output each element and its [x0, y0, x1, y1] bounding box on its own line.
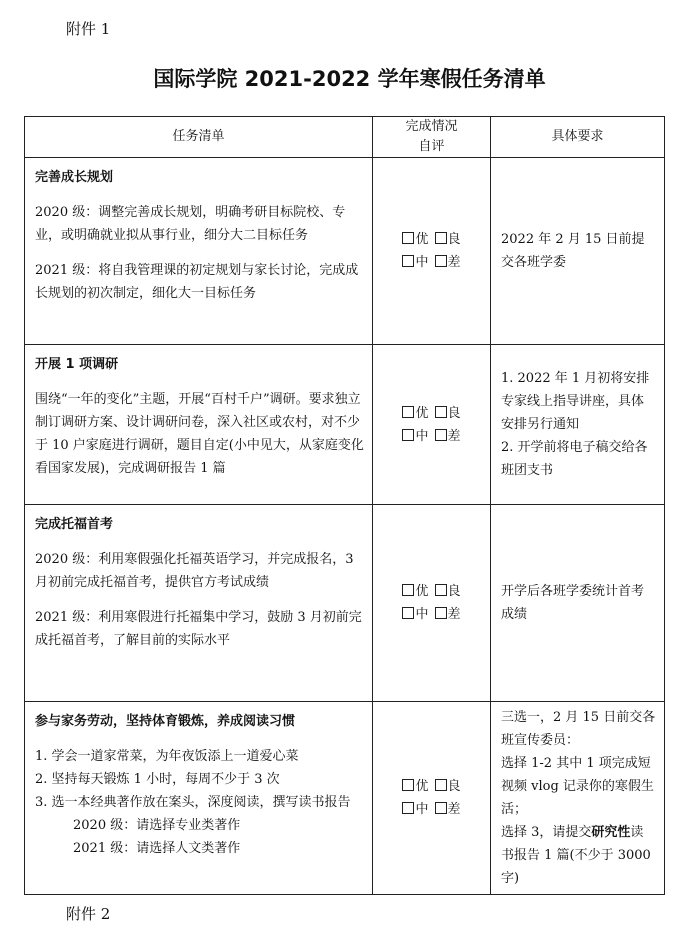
self-eval-cell	[373, 702, 491, 895]
header-eval-line1: 完成情况	[405, 119, 458, 134]
eval-option-medium[interactable]: 中	[402, 429, 428, 444]
checkbox-icon	[402, 232, 414, 244]
requirement-text-part: 选择 3，请提交	[501, 825, 592, 840]
eval-option-poor[interactable]: 差	[435, 429, 461, 444]
checkbox-icon	[435, 802, 447, 814]
eval-option-poor[interactable]: 差	[435, 255, 461, 270]
task-cell	[25, 505, 373, 702]
task-sub-item: 2020 级：请选择专业类著作	[73, 818, 241, 833]
header-task: 任务清单	[25, 117, 373, 158]
task-cell	[25, 345, 373, 505]
requirement-text: 2022 年 2 月 15 日前提交各班学委	[501, 232, 645, 270]
requirement-text-part: 读书报告 1 篇(不少于 3000 字)	[501, 825, 651, 886]
document-title: 国际学院 2021-2022 学年寒假任务清单	[153, 67, 546, 91]
task-paragraph: 2021 级：将自我管理课的初定规划与家长讨论，完成成长规划的初次制定，细化大一目标任务	[35, 263, 359, 301]
header-eval-line2: 自评	[418, 139, 445, 154]
table-header-row	[25, 117, 665, 158]
eval-option-good[interactable]: 良	[435, 232, 461, 247]
table-row	[25, 702, 665, 895]
table-row	[25, 345, 665, 505]
requirement-bold-text: 研究性	[591, 825, 631, 840]
checkbox-icon	[435, 779, 447, 791]
eval-option-poor[interactable]: 差	[435, 607, 461, 622]
checkbox-icon	[402, 429, 414, 441]
eval-option-excellent[interactable]: 优	[402, 406, 428, 421]
requirement-cell	[491, 158, 665, 345]
self-eval-cell	[373, 158, 491, 345]
task-list-item: 1. 学会一道家常菜，为年夜饭添上一道爱心菜	[35, 749, 299, 764]
eval-option-excellent[interactable]: 优	[402, 779, 428, 794]
checkbox-icon	[435, 255, 447, 267]
eval-option-medium[interactable]: 中	[402, 802, 428, 817]
checkbox-icon	[435, 607, 447, 619]
checkbox-icon	[435, 429, 447, 441]
requirement-cell	[491, 702, 665, 895]
requirement-text: 三选一，2 月 15 日前交各班宣传委员：	[501, 710, 656, 748]
requirement-cell	[491, 345, 665, 505]
requirement-text	[501, 821, 656, 890]
checkbox-icon	[402, 584, 414, 596]
task-title: 完善成长规划	[35, 170, 114, 185]
eval-option-medium[interactable]: 中	[402, 607, 428, 622]
task-list-item: 3. 选一本经典著作放在案头，深度阅读，撰写读书报告	[35, 795, 351, 810]
requirement-text: 开学后各班学委统计首考成绩	[501, 584, 645, 622]
table-row	[25, 505, 665, 702]
task-paragraph: 2020 级：利用寒假强化托福英语学习，并完成报名，3 月初前完成托福首考，提供官方考试成绩	[35, 552, 354, 590]
checkbox-icon	[435, 232, 447, 244]
attachment-label-bottom: 附件 2	[66, 905, 111, 923]
eval-option-excellent[interactable]: 优	[402, 584, 428, 599]
task-title: 开展 1 项调研	[35, 357, 119, 372]
checkbox-icon	[402, 406, 414, 418]
checkbox-icon	[402, 802, 414, 814]
table-row	[25, 158, 665, 345]
header-req: 具体要求	[491, 117, 665, 158]
task-cell	[25, 702, 373, 895]
requirement-text: 选择 1-2 其中 1 项完成短视频 vlog 记录你的寒假生活；	[501, 756, 654, 817]
eval-option-excellent[interactable]: 优	[402, 232, 428, 247]
task-title: 完成托福首考	[35, 517, 114, 532]
checkbox-icon	[402, 607, 414, 619]
task-sub-item: 2021 级：请选择人文类著作	[73, 841, 241, 856]
checkbox-icon	[402, 779, 414, 791]
header-eval	[373, 117, 491, 158]
requirement-cell	[491, 505, 665, 702]
checkbox-icon	[435, 584, 447, 596]
attachment-label-top: 附件 1	[66, 20, 111, 38]
task-paragraph: 2020 级：调整完善成长规划，明确考研目标院校、专业，或明确就业拟从事行业，细分大二目标任务	[35, 205, 346, 243]
requirement-text: 1. 2022 年 1 月初将安排专家线上指导讲座，具体安排另行通知	[501, 371, 650, 432]
task-paragraph: 2021 级：利用寒假进行托福集中学习，鼓励 3 月初前完成托福首考，了解目前的实际水平	[35, 610, 362, 648]
eval-option-good[interactable]: 良	[435, 584, 461, 599]
eval-option-poor[interactable]: 差	[435, 802, 461, 817]
self-eval-cell	[373, 345, 491, 505]
checkbox-icon	[435, 406, 447, 418]
task-cell	[25, 158, 373, 345]
eval-option-good[interactable]: 良	[435, 406, 461, 421]
task-title: 参与家务劳动，坚持体育锻炼，养成阅读习惯	[35, 714, 296, 729]
checkbox-icon	[402, 255, 414, 267]
requirement-text: 2. 开学前将电子稿交给各班团支书	[501, 440, 648, 478]
eval-option-good[interactable]: 良	[435, 779, 461, 794]
task-table	[24, 116, 665, 895]
self-eval-cell	[373, 505, 491, 702]
task-paragraph: 围绕“一年的变化”主题，开展“百村千户”调研。要求独立制订调研方案、设计调研问卷，深入社区或农村，对不少于 10 户家庭进行调研，题目自定(小中见大，从家庭变化看国家发展)，完成调研报告 1 篇	[35, 392, 364, 476]
task-list-item: 2. 坚持每天锻炼 1 小时，每周不少于 3 次	[35, 772, 280, 787]
eval-option-medium[interactable]: 中	[402, 255, 428, 270]
